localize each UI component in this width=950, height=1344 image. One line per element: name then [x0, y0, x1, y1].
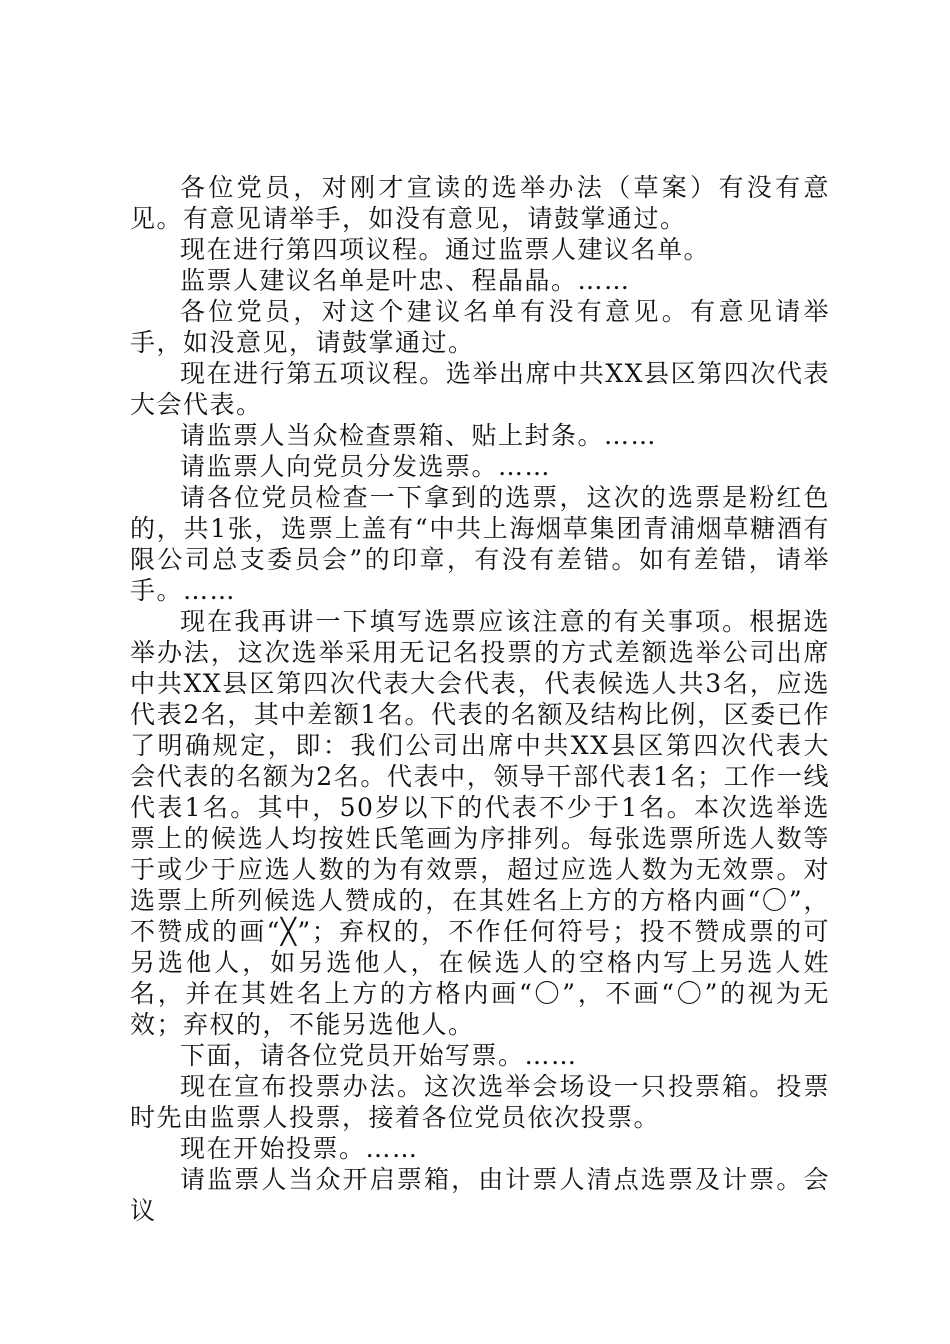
paragraph: 各位党员，对这个建议名单有没有意见。有意见请举手，如没意见，请鼓掌通过。 [130, 297, 830, 357]
paragraph: 下面，请各位党员开始写票。…… [180, 1041, 578, 1070]
paragraph: 请监票人当众检查票箱、贴上封条。…… [180, 421, 658, 450]
paragraph: 各位党员，对刚才宣读的选举办法（草案）有没有意见。有意见请举手，如没有意见，请鼓掌通过。 [130, 173, 830, 233]
paragraph: 现在我再讲一下填写选票应该注意的有关事项。根据选举办法，这次选举采用无记名投票的方式差额选举公司出席中共XX县区第四次代表大会代表，代表候选人共3名，应选代表2名，其中差额1名。代表的名额及结构比例，区委已作了明确规定，即：我们公司出席中共XX县区第四次代表大会代表的名额为2名。代表中，领导干部代表1名；工作一线代表1名。其中，50岁以下的代表不少于1名。本次选举选票上的候选人均按姓氏笔画为序排列。每张选票所选人数等于或少于应选人数的为有效票，超过应选人数为无效票。对选票上所列候选人赞成的，在其姓名上方的方格内画“〇”，不赞成的画“╳”；弃权的，不作任何符号；投不赞成票的可另选他人，如另选他人，在候选人的空格内写上另选人姓名，并在其姓名上方的方格内画“〇”，不画“〇”的视为无效；弃权的，不能另选他人。 [130, 607, 830, 1039]
paragraph: 现在开始投票。…… [180, 1134, 419, 1163]
paragraph: 请监票人向党员分发选票。…… [180, 452, 552, 481]
paragraph: 请监票人当众开启票箱，由计票人清点选票及计票。会议 [130, 1165, 830, 1225]
paragraph: 监票人建议名单是叶忠、程晶晶。…… [180, 266, 631, 295]
paragraph: 现在进行第四项议程。通过监票人建议名单。 [180, 235, 711, 264]
paragraph: 现在进行第五项议程。选举出席中共XX县区第四次代表大会代表。 [130, 359, 830, 419]
document-body [130, 172, 830, 1226]
paragraph: 现在宣布投票办法。这次选举会场设一只投票箱。投票时先由监票人投票，接着各位党员依次投票。 [130, 1072, 830, 1132]
paragraph: 请各位党员检查一下拿到的选票，这次的选票是粉红色的，共1张，选票上盖有“中共上海烟草集团青浦烟草糖酒有限公司总支委员会”的印章，有没有差错。如有差错，请举手。…… [130, 483, 830, 605]
